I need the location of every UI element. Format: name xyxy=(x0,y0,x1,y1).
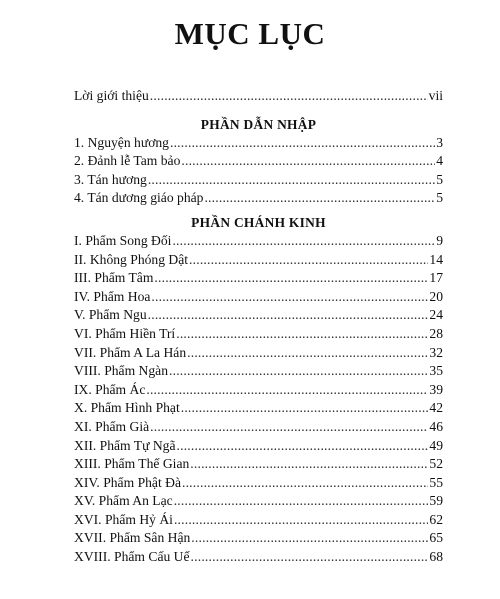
toc-entry-page: 28 xyxy=(429,325,443,341)
toc-entry-label: XVIII. Phẩm Cấu Uế xyxy=(74,549,190,565)
dot-leader xyxy=(187,344,428,363)
dot-leader xyxy=(148,171,435,190)
toc-entry[interactable] xyxy=(74,437,443,456)
toc-entry-page: 20 xyxy=(429,288,443,304)
toc-entry-page: 35 xyxy=(429,363,443,379)
toc-entry-page: 9 xyxy=(436,232,443,248)
toc-entry-page: 62 xyxy=(429,511,443,527)
toc-entry-label: VIII. Phẩm Ngàn xyxy=(74,363,169,379)
toc-entry[interactable] xyxy=(74,251,443,270)
toc-entry[interactable] xyxy=(74,288,443,307)
toc-entry-page: 4 xyxy=(436,153,443,169)
section-heading-main-sutra: PHẦN CHÁNH KINH xyxy=(191,214,326,230)
toc-entry-label: XV. Phẩm An Lạc xyxy=(74,493,173,509)
toc-entry-label: XVI. Phẩm Hỷ Ái xyxy=(74,511,173,527)
toc-entry-page: 46 xyxy=(429,418,443,434)
toc-entry-label: XIII. Phẩm Thế Gian xyxy=(74,456,190,472)
toc-entry-page: 17 xyxy=(429,270,443,286)
dot-leader xyxy=(170,134,435,153)
toc-entry-page: 5 xyxy=(436,171,443,187)
toc-entry-page: 14 xyxy=(429,251,443,267)
toc-entry-page: 3 xyxy=(436,134,443,150)
toc-entry-label: I. Phẩm Song Đối xyxy=(74,232,172,248)
toc-entry-label: III. Phẩm Tâm xyxy=(74,270,154,286)
dot-leader xyxy=(169,362,428,381)
toc-entry[interactable] xyxy=(74,548,443,567)
toc-entry-page: 65 xyxy=(429,530,443,546)
toc-entry[interactable] xyxy=(74,455,443,474)
toc-entry[interactable] xyxy=(74,418,443,437)
toc-entry[interactable] xyxy=(74,344,443,363)
page-title: MỤC LỤC xyxy=(174,16,326,51)
toc-entry-label: XIV. Phẩm Phật Đà xyxy=(74,474,181,490)
toc-entry[interactable] xyxy=(74,306,443,325)
dot-leader xyxy=(204,189,435,208)
toc-entry-label: V. Phẩm Ngu xyxy=(74,307,147,323)
dot-leader xyxy=(150,87,428,106)
dot-leader xyxy=(191,529,428,548)
dot-leader xyxy=(181,399,429,418)
dot-leader xyxy=(176,325,428,344)
toc-entry-label: 2. Đảnh lễ Tam bảo xyxy=(74,153,181,169)
toc-entry-label: 3. Tán hương xyxy=(74,171,147,187)
toc-entry[interactable] xyxy=(74,232,443,251)
dot-leader xyxy=(190,455,428,474)
toc-entry-label: XVII. Phẩm Sân Hận xyxy=(74,530,191,546)
toc-entry[interactable] xyxy=(74,381,443,400)
dot-leader xyxy=(181,152,435,171)
toc-entry-page: 49 xyxy=(429,437,443,453)
dot-leader xyxy=(151,288,428,307)
dot-leader xyxy=(191,548,429,567)
toc-entry[interactable] xyxy=(74,269,443,288)
dot-leader xyxy=(146,381,428,400)
toc-entry[interactable] xyxy=(74,362,443,381)
toc-entry-page: 59 xyxy=(429,493,443,509)
dot-leader xyxy=(177,437,429,456)
dot-leader xyxy=(150,418,428,437)
toc-entry-page: 24 xyxy=(429,307,443,323)
toc-entry-label: 4. Tán dương giáo pháp xyxy=(74,190,204,206)
toc-entry-label: IX. Phẩm Ác xyxy=(74,381,146,397)
toc-entry-page: 68 xyxy=(429,549,443,565)
toc-entry[interactable] xyxy=(74,325,443,344)
toc-entry-intro[interactable] xyxy=(74,87,443,106)
toc-entry-label: IV. Phẩm Hoa xyxy=(74,288,151,304)
toc-entry[interactable] xyxy=(74,152,443,171)
section-heading-introduction: PHẦN DẪN NHẬP xyxy=(200,116,317,132)
toc-entry[interactable] xyxy=(74,511,443,530)
toc-entry-page: vii xyxy=(428,88,443,103)
dot-leader xyxy=(172,232,435,251)
toc-entry[interactable] xyxy=(74,474,443,493)
toc-entry-label: 1. Nguyện hương xyxy=(74,134,169,150)
toc-entry-label: Lời giới thiệu xyxy=(74,88,149,103)
dot-leader xyxy=(174,492,429,511)
toc-entry[interactable] xyxy=(74,189,443,208)
toc-entry[interactable] xyxy=(74,492,443,511)
dot-leader xyxy=(182,474,428,493)
toc-entry-page: 42 xyxy=(429,400,443,416)
toc-entry[interactable] xyxy=(74,399,443,418)
table-of-contents xyxy=(74,87,443,567)
toc-entry-page: 5 xyxy=(436,190,443,206)
dot-leader xyxy=(189,251,428,270)
toc-entry[interactable] xyxy=(74,171,443,190)
toc-entry-label: VI. Phẩm Hiền Trí xyxy=(74,325,176,341)
toc-entry-label: II. Không Phóng Dật xyxy=(74,251,189,267)
dot-leader xyxy=(154,269,428,288)
toc-entry-label: XI. Phẩm Già xyxy=(74,418,150,434)
toc-entry-page: 55 xyxy=(429,474,443,490)
dot-leader xyxy=(174,511,428,530)
toc-entry-page: 32 xyxy=(429,344,443,360)
toc-entry-label: X. Phẩm Hình Phạt xyxy=(74,400,180,416)
toc-entry-page: 52 xyxy=(429,456,443,472)
toc-entry-label: XII. Phẩm Tự Ngã xyxy=(74,437,176,453)
toc-entry-label: VII. Phẩm A La Hán xyxy=(74,344,187,360)
toc-entry-page: 39 xyxy=(429,381,443,397)
toc-entry[interactable] xyxy=(74,529,443,548)
toc-entry[interactable] xyxy=(74,134,443,153)
dot-leader xyxy=(148,306,429,325)
